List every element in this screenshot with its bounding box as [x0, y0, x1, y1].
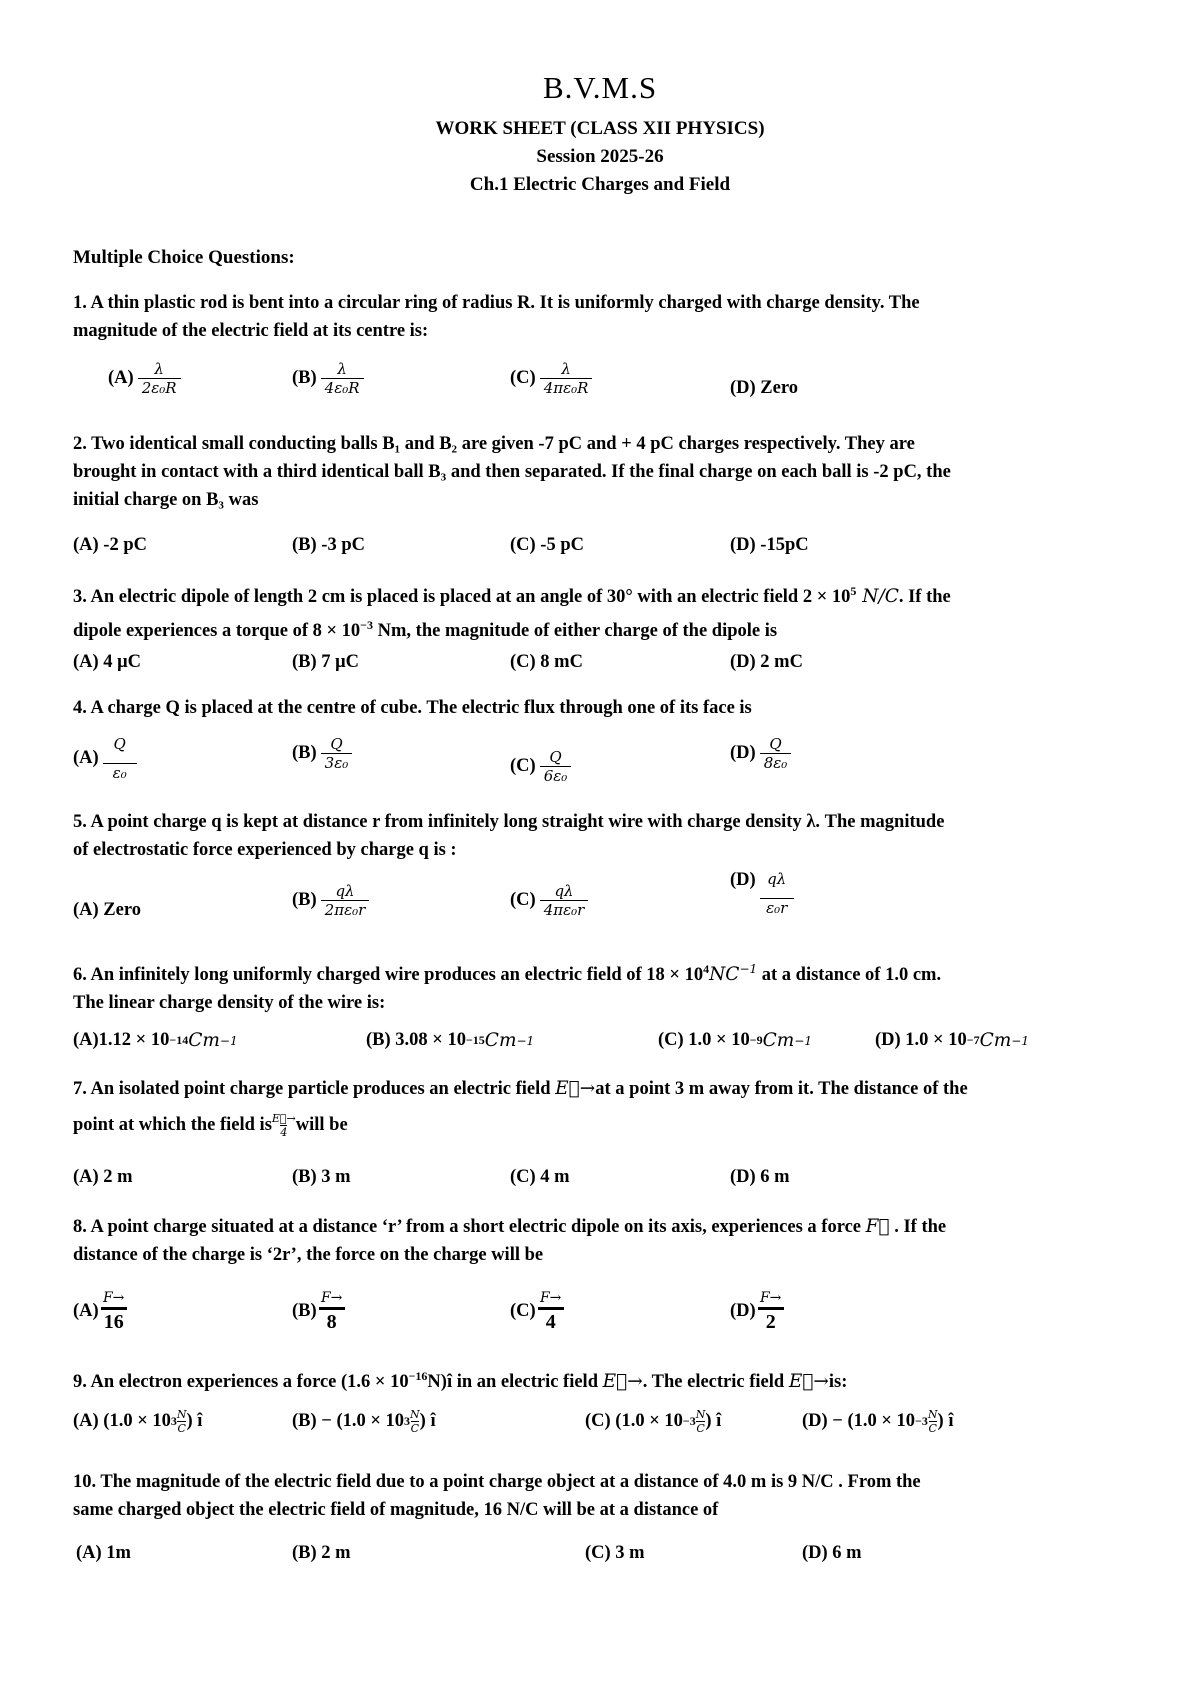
option-label: (C) [510, 1301, 536, 1321]
option-label: (D) Zero [730, 378, 798, 398]
q5-option-a[interactable] [73, 900, 141, 921]
q1-option-b[interactable] [292, 360, 364, 397]
q6-option-a[interactable]: (A)1.12 × 10 −14 Cm −1 [73, 1030, 238, 1051]
option-label: (D) [730, 870, 756, 890]
q4-option-d[interactable] [730, 735, 791, 772]
question-8 [73, 1213, 1133, 1269]
q8-option-a[interactable]: (A) $\frac{F\to}{16}$ [73, 1290, 127, 1333]
option-label: (A) [73, 748, 99, 768]
fraction-numerator: Q [113, 735, 126, 753]
worksheet-title: WORK SHEET (CLASS XII PHYSICS) [435, 118, 765, 139]
q10-option-a[interactable]: (A) 1m [76, 1543, 131, 1563]
option-label: (B) [292, 743, 317, 763]
q4-option-c[interactable] [510, 748, 571, 785]
question-8-line-2: distance of the charge is ‘2r’, the force on the charge will be [73, 1245, 544, 1265]
q5-option-c[interactable] [510, 882, 588, 919]
option-label: (C) [510, 368, 536, 388]
fraction-denominator: ε₀ [112, 764, 127, 782]
section-heading: Multiple Choice Questions: [73, 247, 295, 268]
school-name: B.V.M.S [542, 70, 658, 105]
fraction-numerator: λ [561, 360, 571, 378]
question-1 [73, 289, 1133, 345]
q9-option-c[interactable]: (C) (1.0 × 10 −3 N C ) î [585, 1408, 722, 1435]
question-6-line-2: The linear charge density of the wire is: [73, 993, 386, 1013]
question-9-line-1: 9. An electron experiences a force $(1.6 \times 10^{-16}N)î$ in an electric field E⃗→. The electric field E⃗→is: [73, 1369, 848, 1392]
fraction-denominator: 3ε₀ [321, 753, 353, 772]
fraction-numerator: qλ [335, 882, 355, 900]
q2-option-d[interactable]: (D) -15pC [730, 535, 809, 555]
fraction-denominator: 8ε₀ [760, 753, 792, 772]
option-label: (A) Zero [73, 900, 141, 920]
q1-option-c[interactable] [510, 360, 592, 397]
fraction-denominator: ε₀r [766, 899, 788, 917]
q7-option-d[interactable]: (D) 6 m [730, 1167, 790, 1187]
q8-option-b[interactable]: (B) $\frac{F\to}{8}$ [292, 1290, 345, 1333]
question-7 [73, 1075, 1133, 1139]
question-10-line-2: same charged object the electric field of magnitude, 16 N/C will be at a distance of [73, 1500, 719, 1520]
fraction-numerator: Q [549, 748, 562, 766]
option-label: (C) [510, 890, 536, 910]
option-label: (B) [292, 368, 317, 388]
option-label: (A) [108, 368, 134, 388]
question-7-line-2: point at which the field is E⃗→ 4 will be [73, 1111, 348, 1139]
option-label: (A) [73, 1301, 99, 1321]
q1-option-d[interactable] [730, 378, 798, 399]
question-10-line-1: 10. The magnitude of the electric field due to a point charge object at a distance of 4.0 m is 9 N/C . From the [73, 1472, 921, 1492]
q6-option-b[interactable]: (B) 3.08 × 10 −15 Cm −1 [366, 1030, 535, 1051]
question-3-line-1: 3. An electric dipole of length 2 cm is placed is placed at an angle of 30° with an electric field $2 \times 10^5$ N/C. If the [73, 584, 951, 607]
fraction-denominator: 4πε₀R [540, 378, 593, 397]
question-10 [73, 1468, 1133, 1524]
fraction-denominator: 4πε₀r [540, 900, 589, 919]
question-2-line-3: initial charge on B₃ was [73, 490, 259, 510]
q2-option-b[interactable]: (B) -3 pC [292, 535, 365, 555]
q4-option-a[interactable] [73, 735, 137, 782]
question-1-line-1: 1. A thin plastic rod is bent into a circular ring of radius R. It is uniformly charged with charge density. The [73, 293, 920, 313]
question-4-line-1: 4. A charge Q is placed at the centre of cube. The electric flux through one of its face is [73, 698, 752, 718]
question-5-line-2: of electrostatic force experienced by charge q is : [73, 840, 457, 860]
question-6-line-1: 6. An infinitely long uniformly charged wire produces an electric field of $18 \times 10^4NC^{-1}$ at a distance of 1.0 cm. [73, 962, 942, 985]
question-8-line-1: 8. A point charge situated at a distance ‘r’ from a short electric dipole on its axis, experiences a force F⃗ . If the [73, 1216, 947, 1237]
question-2-line-1: 2. Two identical small conducting balls B₁ and B₂ are given -7 pC and + 4 pC charges respectively. They are [73, 434, 915, 454]
q5-option-d[interactable] [730, 870, 794, 917]
q8-option-d[interactable]: (D) $\frac{F\to}{2}$ [730, 1290, 784, 1333]
option-label: (B) [292, 890, 317, 910]
q8-option-c[interactable]: (C) $\frac{F\to}{4}$ [510, 1290, 564, 1333]
q2-option-a[interactable]: (A) -2 pC [73, 535, 147, 555]
q7-option-c[interactable]: (C) 4 m [510, 1167, 570, 1187]
q6-option-d[interactable]: (D) 1.0 × 10 −7 Cm −1 [875, 1030, 1029, 1051]
q3-option-d[interactable]: (D) 2 mC [730, 652, 803, 672]
question-7-line-1: 7. An isolated point charge particle produces an electric field E⃗→at a point 3 m away from it. The distance of the [73, 1078, 968, 1099]
q3-option-c[interactable]: (C) 8 mC [510, 652, 583, 672]
fraction-numerator: λ [337, 360, 347, 378]
fraction-numerator: qλ [554, 882, 574, 900]
q2-option-c[interactable]: (C) -5 pC [510, 535, 584, 555]
q7-option-a[interactable]: (A) 2 m [73, 1167, 133, 1187]
q7-option-b[interactable]: (B) 3 m [292, 1167, 351, 1187]
question-5 [73, 808, 1133, 864]
session-label: Session 2025-26 [536, 146, 664, 167]
question-3 [73, 577, 1133, 645]
q10-option-d[interactable]: (D) 6 m [802, 1543, 862, 1563]
q10-option-c[interactable]: (C) 3 m [585, 1543, 645, 1563]
fraction-denominator: 2ε₀R [138, 378, 181, 397]
option-label: (D) [730, 1301, 756, 1321]
q10-option-b[interactable]: (B) 2 m [292, 1543, 351, 1563]
question-5-line-1: 5. A point charge q is kept at distance r from infinitely long straight wire with charge density λ. The magnitude [73, 812, 945, 832]
fraction-denominator: 4ε₀R [321, 378, 364, 397]
q1-option-a[interactable] [108, 360, 181, 397]
fraction-numerator: Q [769, 735, 782, 753]
q4-option-b[interactable] [292, 735, 352, 772]
option-label: (D) [730, 743, 756, 763]
q9-option-b[interactable]: (B) − (1.0 × 10 3 N C ) î [292, 1408, 436, 1435]
q9-option-a[interactable]: (A) (1.0 × 10 3 N C ) î [73, 1408, 203, 1435]
q3-option-b[interactable]: (B) 7 μC [292, 652, 360, 672]
fraction-denominator: 2πε₀r [321, 900, 370, 919]
q5-option-b[interactable] [292, 882, 369, 919]
option-label: (C) [510, 756, 536, 776]
question-2-line-2: brought in contact with a third identical ball B₃ and then separated. If the final charge on each ball is -2 pC, the [73, 462, 951, 482]
q3-option-a[interactable]: (A) 4 μC [73, 652, 142, 672]
q6-option-c[interactable]: (C) 1.0 × 10 −9 Cm −1 [658, 1030, 812, 1051]
question-4 [73, 694, 1133, 722]
question-2 [73, 430, 1133, 514]
fraction-denominator: 6ε₀ [540, 766, 572, 785]
question-6 [73, 955, 1133, 1017]
question-1-line-2: magnitude of the electric field at its centre is: [73, 321, 429, 341]
fraction-numerator: qλ [767, 870, 787, 888]
fraction-numerator: λ [154, 360, 164, 378]
q9-option-d[interactable]: (D) − (1.0 × 10 −3 N C ) î [802, 1408, 954, 1435]
fraction-numerator: Q [330, 735, 343, 753]
question-9 [73, 1362, 1133, 1396]
option-label: (B) [292, 1301, 317, 1321]
chapter-title: Ch.1 Electric Charges and Field [469, 174, 731, 195]
question-3-line-2: dipole experiences a torque of $8 \times 10^{-3}$ Nm, the magnitude of either charge of the dipole is [73, 618, 778, 641]
